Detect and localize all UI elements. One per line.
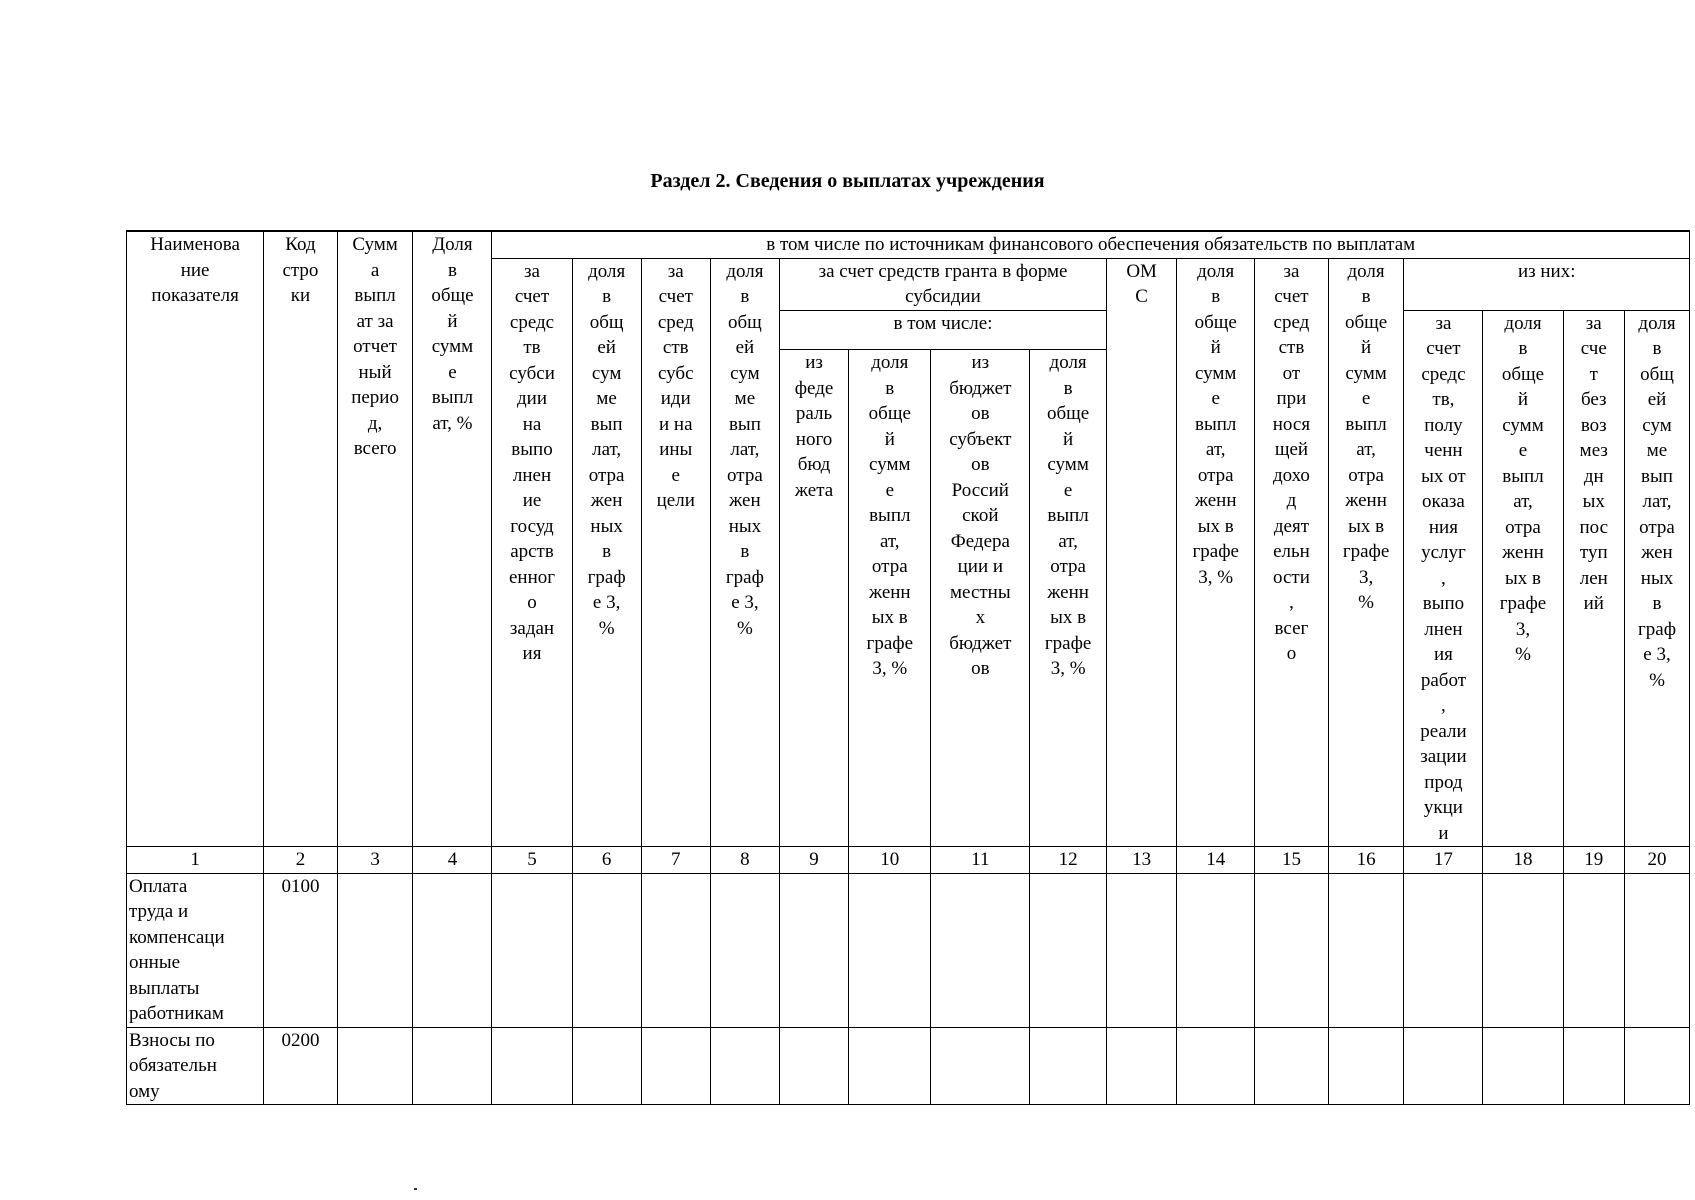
header-col-9: из феде раль ного бюд жета: [779, 350, 848, 847]
column-number: 15: [1255, 847, 1329, 874]
data-cell[interactable]: [1030, 1027, 1107, 1105]
data-cell[interactable]: [492, 873, 572, 1027]
data-cell[interactable]: [931, 873, 1030, 1027]
column-number: 8: [710, 847, 779, 874]
data-cell[interactable]: [1255, 1027, 1329, 1105]
row-code: 0100: [264, 873, 338, 1027]
header-total-amount: Сумм а выпл ат за отчет ный перио д, всего: [337, 231, 413, 847]
data-cell[interactable]: [1483, 1027, 1563, 1105]
data-cell[interactable]: [710, 1027, 779, 1105]
header-col-20: доля в общ ей сум ме вып лат, отра жен ных в граф е 3, %: [1625, 310, 1690, 847]
column-number: 19: [1563, 847, 1624, 874]
data-cell[interactable]: [1328, 1027, 1404, 1105]
header-col-8: доля в общ ей сум ме вып лат, отра жен ных в граф е 3, %: [710, 258, 779, 847]
data-cell[interactable]: [779, 1027, 848, 1105]
data-cell[interactable]: [641, 1027, 710, 1105]
header-row-1: [127, 231, 1690, 258]
row-label: Оплата труда и компенсаци онные выплаты работникам: [127, 873, 264, 1027]
data-cell[interactable]: [1404, 1027, 1483, 1105]
header-indicator-name: Наименова ние показателя: [127, 231, 264, 847]
data-cell[interactable]: [413, 873, 492, 1027]
column-number: 1: [127, 847, 264, 874]
data-cell[interactable]: [931, 1027, 1030, 1105]
data-cell[interactable]: [413, 1027, 492, 1105]
data-cell[interactable]: [337, 873, 413, 1027]
column-number: 3: [337, 847, 413, 874]
column-number: 17: [1404, 847, 1483, 874]
header-col-11: из бюджет ов субъект ов Россий ской Федера ции и местны х бюджет ов: [931, 350, 1030, 847]
column-number: 5: [492, 847, 572, 874]
data-cell[interactable]: [1328, 873, 1404, 1027]
payments-table: [126, 230, 1690, 1105]
data-cell[interactable]: [849, 1027, 931, 1105]
data-cell[interactable]: [1625, 873, 1690, 1027]
data-cell[interactable]: [572, 1027, 641, 1105]
column-number: 14: [1177, 847, 1255, 874]
data-cell[interactable]: [1177, 873, 1255, 1027]
data-cell[interactable]: [1177, 1027, 1255, 1105]
header-col-16: доля в обще й сумм е выпл ат, отра женн ых в графе 3, %: [1328, 258, 1404, 847]
data-cell[interactable]: [492, 1027, 572, 1105]
column-number: 4: [413, 847, 492, 874]
header-col-17: за счет средс тв, полу ченн ых от оказа ния услуг , выпо лнен ия работ , реали зации прод укци и: [1404, 310, 1483, 847]
column-number: 7: [641, 847, 710, 874]
table-row: [127, 873, 1690, 1027]
header-grant-subsidy: за счет средств гранта в форме субсидии: [779, 258, 1106, 310]
data-cell[interactable]: [779, 873, 848, 1027]
column-number: 11: [931, 847, 1030, 874]
header-line-code: Код стро ки: [264, 231, 338, 847]
column-number: 2: [264, 847, 338, 874]
data-cell[interactable]: [1563, 873, 1624, 1027]
data-cell[interactable]: [1107, 1027, 1177, 1105]
column-number: 9: [779, 847, 848, 874]
column-number: 6: [572, 847, 641, 874]
column-number-row: [127, 847, 1690, 874]
column-number: 12: [1030, 847, 1107, 874]
data-cell[interactable]: [1625, 1027, 1690, 1105]
header-funding-sources: в том числе по источникам финансового обеспечения обязательств по выплатам: [492, 231, 1690, 258]
header-col-7: за счет сред ств субс иди и на ины е цели: [641, 258, 710, 847]
data-cell[interactable]: [1107, 873, 1177, 1027]
header-col-18: доля в обще й сумм е выпл ат, отра женн ых в графе 3, %: [1483, 310, 1563, 847]
data-cell[interactable]: [337, 1027, 413, 1105]
row-label: Взносы по обязательн ому: [127, 1027, 264, 1105]
data-cell[interactable]: [572, 873, 641, 1027]
column-number: 10: [849, 847, 931, 874]
header-col-14: доля в обще й сумм е выпл ат, отра женн ых в графе 3, %: [1177, 258, 1255, 847]
data-cell[interactable]: [1483, 873, 1563, 1027]
header-of-which: из них:: [1404, 258, 1690, 310]
table-row: [127, 1027, 1690, 1105]
header-col-5: за счет средс тв субси дии на выпо лнен ие госуд арств енног о задан ия: [492, 258, 572, 847]
scan-speck: [414, 1188, 417, 1190]
column-number: 16: [1328, 847, 1404, 874]
header-col-13: ОМ С: [1107, 258, 1177, 847]
header-grant-including: в том числе:: [779, 310, 1106, 350]
column-number: 18: [1483, 847, 1563, 874]
data-cell[interactable]: [641, 873, 710, 1027]
column-number: 20: [1625, 847, 1690, 874]
data-cell[interactable]: [710, 873, 779, 1027]
header-col-19: за сче т без воз мез дн ых пос туп лен ий: [1563, 310, 1624, 847]
data-cell[interactable]: [1563, 1027, 1624, 1105]
column-number: 13: [1107, 847, 1177, 874]
data-cell[interactable]: [1255, 873, 1329, 1027]
data-cell[interactable]: [1030, 873, 1107, 1027]
header-share-total: Доля в обще й сумм е выпл ат, %: [413, 231, 492, 847]
header-col-12: доля в обще й сумм е выпл ат, отра женн ых в графе 3, %: [1030, 350, 1107, 847]
data-cell[interactable]: [1404, 873, 1483, 1027]
data-cell[interactable]: [849, 873, 931, 1027]
row-code: 0200: [264, 1027, 338, 1105]
header-col-10: доля в обще й сумм е выпл ат, отра женн ых в графе 3, %: [849, 350, 931, 847]
header-col-6: доля в общ ей сум ме вып лат, отра жен ных в граф е 3, %: [572, 258, 641, 847]
header-col-15: за счет сред ств от при нося щей дохо д деят ельн ости , всег о: [1255, 258, 1329, 847]
page-title: Раздел 2. Сведения о выплатах учреждения: [650, 170, 1045, 192]
